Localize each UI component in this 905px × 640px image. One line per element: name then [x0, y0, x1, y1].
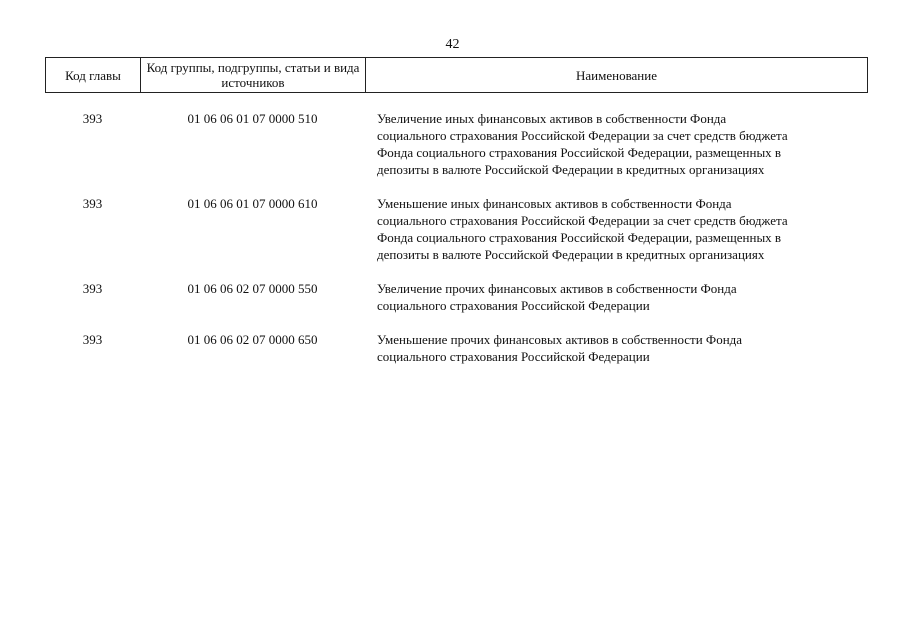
header-name: Наименование — [576, 67, 657, 83]
cell-source-code: 01 06 06 02 07 0000 550 — [187, 281, 318, 296]
cell-chapter-code: 393 — [82, 332, 103, 347]
table-row — [45, 195, 868, 263]
cell-name: Увеличение иных финансовых активов в собственности Фонда социального страхования Российской Федерации за счет средств бюджета Фонда социального страхования Российской Федерации, размещенных в депозиты в валюте Российской Федерации в кредитных организациях — [377, 111, 788, 177]
table-row — [45, 110, 868, 178]
table-body — [45, 110, 868, 382]
cell-name: Уменьшение прочих финансовых активов в собственности Фонда социального страхования Российской Федерации — [377, 332, 743, 364]
cell-source-code: 01 06 06 02 07 0000 650 — [187, 332, 318, 347]
cell-chapter-code: 393 — [82, 281, 103, 296]
table-row — [45, 280, 868, 314]
cell-source-code: 01 06 06 01 07 0000 510 — [187, 111, 318, 126]
cell-source-code: 01 06 06 01 07 0000 610 — [187, 196, 318, 211]
cell-chapter-code: 393 — [82, 111, 103, 126]
cell-name: Увеличение прочих финансовых активов в собственности Фонда социального страхования Российской Федерации — [377, 281, 737, 313]
cell-name: Уменьшение иных финансовых активов в собственности Фонда социального страхования Российской Федерации за счет средств бюджета Фонда социального страхования Российской Федерации, размещенных в депозиты в валюте Российской Федерации в кредитных организациях — [377, 196, 788, 262]
page-number: 42 — [445, 37, 460, 52]
cell-chapter-code: 393 — [82, 196, 103, 211]
table-header — [45, 57, 868, 93]
header-group-code: Код группы, подгруппы, статьи и вида источников — [141, 58, 366, 92]
table-row — [45, 331, 868, 365]
header-chapter-code: Код главы — [46, 58, 141, 92]
